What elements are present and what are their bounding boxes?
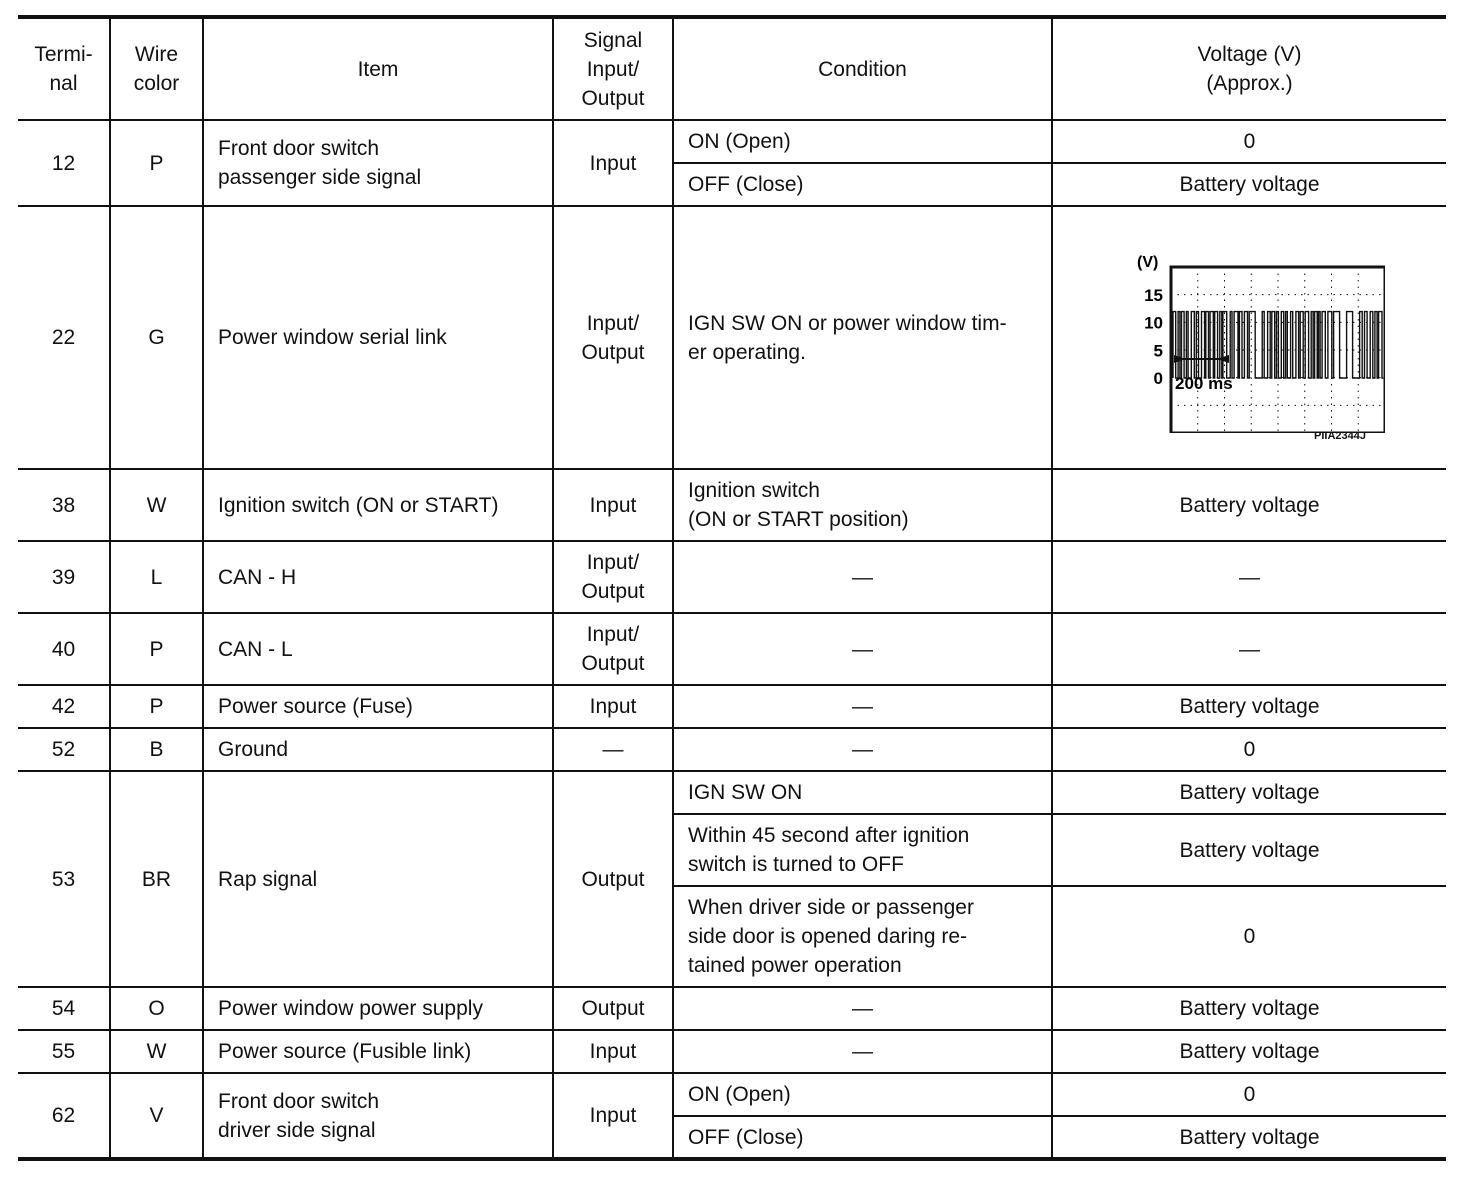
voltage-cell: — bbox=[1052, 541, 1446, 613]
voltage-cell: — bbox=[1052, 613, 1446, 685]
terminal-cell: 54 bbox=[18, 987, 110, 1030]
wire-color-cell: P bbox=[110, 685, 203, 728]
condition-cell: IGN SW ON bbox=[673, 771, 1052, 814]
item-cell: Rap signal bbox=[203, 771, 553, 987]
terminal-cell: 22 bbox=[18, 206, 110, 469]
header-wire-color: Wire color bbox=[110, 17, 203, 120]
terminal-cell: 12 bbox=[18, 120, 110, 206]
terminal-cell: 42 bbox=[18, 685, 110, 728]
wire-color-cell: W bbox=[110, 1030, 203, 1073]
item-cell: Power source (Fuse) bbox=[203, 685, 553, 728]
table-row bbox=[18, 541, 1446, 613]
condition-cell: — bbox=[673, 613, 1052, 685]
signal-cell: Input bbox=[553, 120, 673, 206]
voltage-cell: Battery voltage bbox=[1052, 1030, 1446, 1073]
item-cell: Power window power supply bbox=[203, 987, 553, 1030]
voltage-cell: 0 bbox=[1052, 886, 1446, 987]
item-cell: Front door switch driver side signal bbox=[203, 1073, 553, 1159]
wire-color-cell: O bbox=[110, 987, 203, 1030]
item-cell: Power source (Fusible link) bbox=[203, 1030, 553, 1073]
terminal-cell: 62 bbox=[18, 1073, 110, 1159]
table-row bbox=[18, 771, 1446, 814]
header-terminal: Termi- nal bbox=[18, 17, 110, 120]
item-cell: Front door switch passenger side signal bbox=[203, 120, 553, 206]
item-cell: CAN - L bbox=[203, 613, 553, 685]
voltage-cell: Battery voltage bbox=[1052, 987, 1446, 1030]
wire-color-cell: P bbox=[110, 120, 203, 206]
y-tick-label: 15 bbox=[1143, 285, 1163, 305]
signal-cell: Input bbox=[553, 1073, 673, 1159]
wire-color-cell: P bbox=[110, 613, 203, 685]
voltage-cell: Battery voltage bbox=[1052, 1116, 1446, 1159]
condition-cell: — bbox=[673, 1030, 1052, 1073]
table-row bbox=[18, 206, 1446, 469]
terminal-cell: 38 bbox=[18, 469, 110, 541]
wire-color-cell: BR bbox=[110, 771, 203, 987]
time-scale-label: 200 ms bbox=[1174, 373, 1233, 393]
wire-color-cell: V bbox=[110, 1073, 203, 1159]
condition-cell: ON (Open) bbox=[673, 1073, 1052, 1116]
condition-cell: When driver side or passenger side door is opened daring re- tained power operation bbox=[673, 886, 1052, 987]
header-row bbox=[18, 17, 1446, 120]
condition-cell: OFF (Close) bbox=[673, 163, 1052, 206]
wire-color-cell: G bbox=[110, 206, 203, 469]
condition-cell: IGN SW ON or power window tim- er operating. bbox=[673, 206, 1052, 469]
condition-cell: — bbox=[673, 728, 1052, 771]
waveform-figure bbox=[1115, 233, 1385, 433]
condition-cell: OFF (Close) bbox=[673, 1116, 1052, 1159]
terminal-cell: 55 bbox=[18, 1030, 110, 1073]
table-row bbox=[18, 613, 1446, 685]
voltage-cell: Battery voltage bbox=[1052, 469, 1446, 541]
condition-cell: Within 45 second after ignition switch is turned to OFF bbox=[673, 814, 1052, 886]
signal-cell: Output bbox=[553, 771, 673, 987]
signal-cell: — bbox=[553, 728, 673, 771]
signal-cell: Input/ Output bbox=[553, 613, 673, 685]
waveform-signal bbox=[1173, 311, 1383, 377]
terminal-cell: 40 bbox=[18, 613, 110, 685]
terminal-spec-table bbox=[18, 15, 1446, 1161]
item-cell: Ground bbox=[203, 728, 553, 771]
header-voltage: Voltage (V) (Approx.) bbox=[1052, 17, 1446, 120]
terminal-cell: 53 bbox=[18, 771, 110, 987]
condition-cell: ON (Open) bbox=[673, 120, 1052, 163]
item-cell: CAN - H bbox=[203, 541, 553, 613]
signal-cell: Input bbox=[553, 1030, 673, 1073]
header-item: Item bbox=[203, 17, 553, 120]
voltage-cell: 0 bbox=[1052, 1073, 1446, 1116]
table-row bbox=[18, 987, 1446, 1030]
voltage-cell: Battery voltage bbox=[1052, 163, 1446, 206]
figure-code: PIIA2344J bbox=[1314, 429, 1366, 442]
table-row bbox=[18, 1073, 1446, 1116]
header-signal: Signal Input/ Output bbox=[553, 17, 673, 120]
item-cell: Power window serial link bbox=[203, 206, 553, 469]
condition-cell: — bbox=[673, 541, 1052, 613]
signal-cell: Input bbox=[553, 469, 673, 541]
voltage-cell: 0 bbox=[1052, 120, 1446, 163]
table-row bbox=[18, 685, 1446, 728]
voltage-waveform-cell bbox=[1052, 206, 1446, 469]
table-row bbox=[18, 1030, 1446, 1073]
voltage-cell: Battery voltage bbox=[1052, 814, 1446, 886]
terminal-cell: 39 bbox=[18, 541, 110, 613]
terminal-cell: 52 bbox=[18, 728, 110, 771]
table-row bbox=[18, 728, 1446, 771]
wire-color-cell: L bbox=[110, 541, 203, 613]
voltage-cell: 0 bbox=[1052, 728, 1446, 771]
signal-cell: Output bbox=[553, 987, 673, 1030]
y-unit-label: (V) bbox=[1136, 253, 1158, 271]
signal-cell: Input/ Output bbox=[553, 541, 673, 613]
wire-color-cell: W bbox=[110, 469, 203, 541]
condition-cell: — bbox=[673, 685, 1052, 728]
condition-cell: Ignition switch (ON or START position) bbox=[673, 469, 1052, 541]
y-tick-label: 5 bbox=[1153, 340, 1163, 360]
voltage-cell: Battery voltage bbox=[1052, 771, 1446, 814]
item-cell: Ignition switch (ON or START) bbox=[203, 469, 553, 541]
header-condition: Condition bbox=[673, 17, 1052, 120]
wire-color-cell: B bbox=[110, 728, 203, 771]
signal-cell: Input bbox=[553, 685, 673, 728]
table-row bbox=[18, 120, 1446, 163]
voltage-cell: Battery voltage bbox=[1052, 685, 1446, 728]
scope-ticks bbox=[1144, 286, 1163, 388]
y-tick-label: 0 bbox=[1153, 368, 1163, 388]
condition-cell: — bbox=[673, 987, 1052, 1030]
y-tick-label: 10 bbox=[1143, 313, 1163, 333]
signal-cell: Input/ Output bbox=[553, 206, 673, 469]
table-row bbox=[18, 469, 1446, 541]
